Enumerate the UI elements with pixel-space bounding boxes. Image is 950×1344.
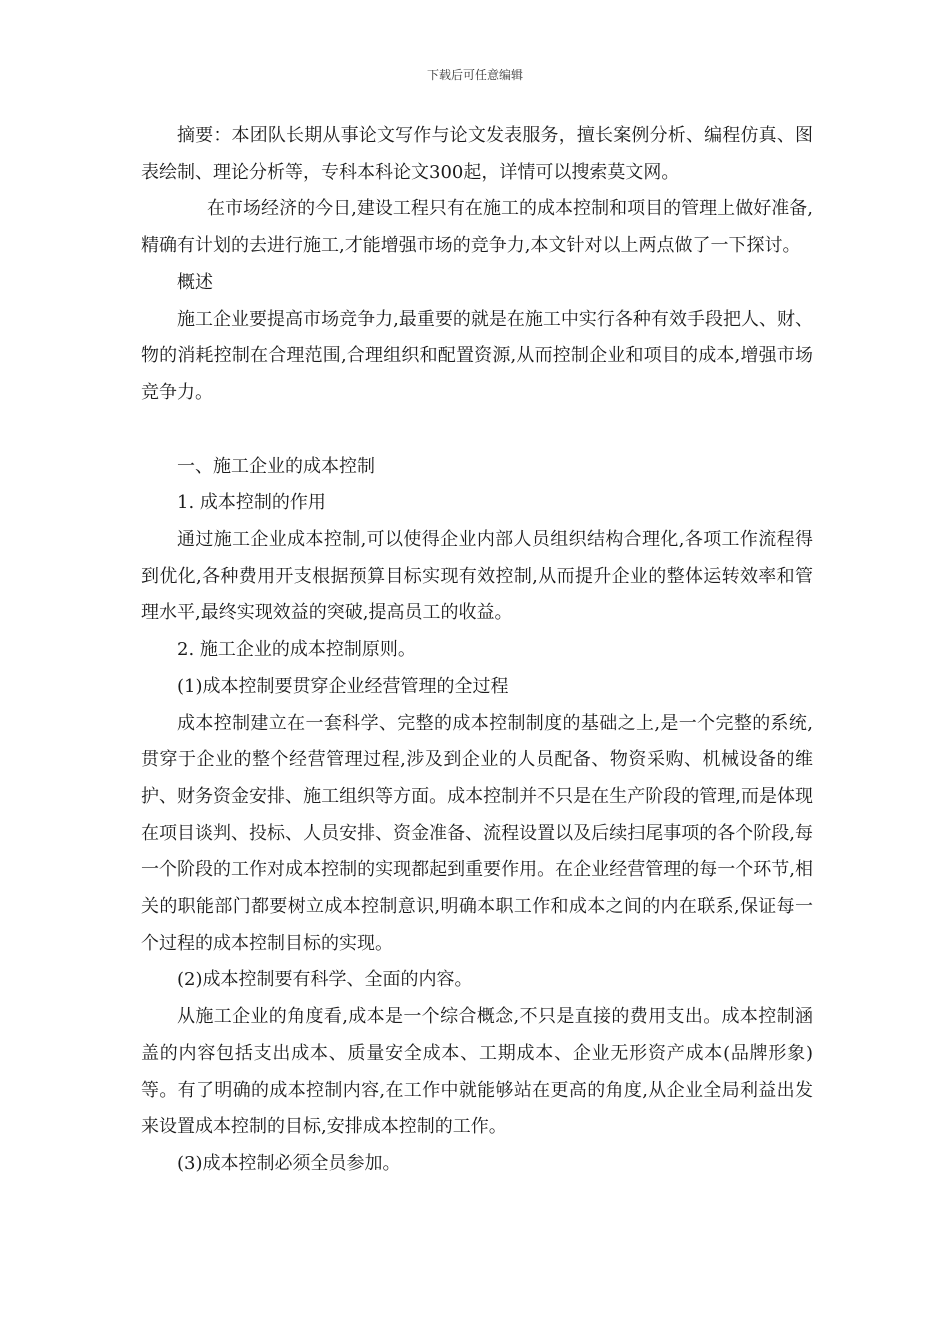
section-heading-1: 一、施工企业的成本控制 xyxy=(177,455,375,477)
page-header: 下载后可任意编辑 xyxy=(426,68,523,82)
body-paragraph: 成本控制建立在一套科学、完整的成本控制制度的基础之上,是一个完整的系统,贯穿于企业的整个经营管理过程,涉及到企业的人员配备、物资采购、机械设备的维护、财务资金安排、施工组织等方面。成本控制并不只是在生产阶段的管理,而是体现在项目谈判、投标、人员安排、资金准备、流程设置以及后续扫尾事项的各个阶段,每一个阶段的工作对成本控制的实现都起到重要作用。在企业经营管理的每一个环节,相关的职能部门都要树立成本控制意识,明确本职工作和成本之间的内在联系,保证每一个过程的成本控制目标的实现。 xyxy=(141,712,813,954)
subsection-heading-1: 1. 成本控制的作用 xyxy=(177,492,326,514)
overview-paragraph: 施工企业要提高市场竞争力,最重要的就是在施工中实行各种有效手段把人、财、物的消耗控制在合理范围,合理组织和配置资源,从而控制企业和项目的成本,增强市场竞争力。 xyxy=(141,308,813,403)
principle-heading-1: (1)成本控制要贯穿企业经营管理的全过程 xyxy=(177,675,509,697)
principle-heading-3: (3)成本控制必须全员参加。 xyxy=(177,1152,401,1174)
intro-paragraph: 在市场经济的今日,建设工程只有在施工的成本控制和项目的管理上做好准备,精确有计划的去进行施工,才能增强市场的竞争力,本文针对以上两点做了一下探讨。 xyxy=(141,198,813,257)
subsection-heading-2: 2. 施工企业的成本控制原则。 xyxy=(177,639,416,661)
document-body xyxy=(141,118,813,1183)
overview-heading: 概述 xyxy=(177,271,213,293)
body-paragraph: 从施工企业的角度看,成本是一个综合概念,不只是直接的费用支出。成本控制涵盖的内容包括支出成本、质量安全成本、工期成本、企业无形资产成本(品牌形象)等。有了明确的成本控制内容,在工作中就能够站在更高的角度,从企业全局利益出发来设置成本控制的目标,安排成本控制的工作。 xyxy=(141,1006,813,1138)
section-spacer xyxy=(141,412,813,449)
principle-heading-2: (2)成本控制要有科学、全面的内容。 xyxy=(177,969,473,991)
body-paragraph: 通过施工企业成本控制,可以使得企业内部人员组织结构合理化,各项工作流程得到优化,各种费用开支根据预算目标实现有效控制,从而提升企业的整体运转效率和管理水平,最终实现效益的突破,提高员工的收益。 xyxy=(141,529,813,624)
abstract-paragraph: 摘要：本团队长期从事论文写作与论文发表服务，擅长案例分析、编程仿真、图表绘制、理论分析等，专科本科论文300起，详情可以搜索莫文网。 xyxy=(141,125,813,183)
